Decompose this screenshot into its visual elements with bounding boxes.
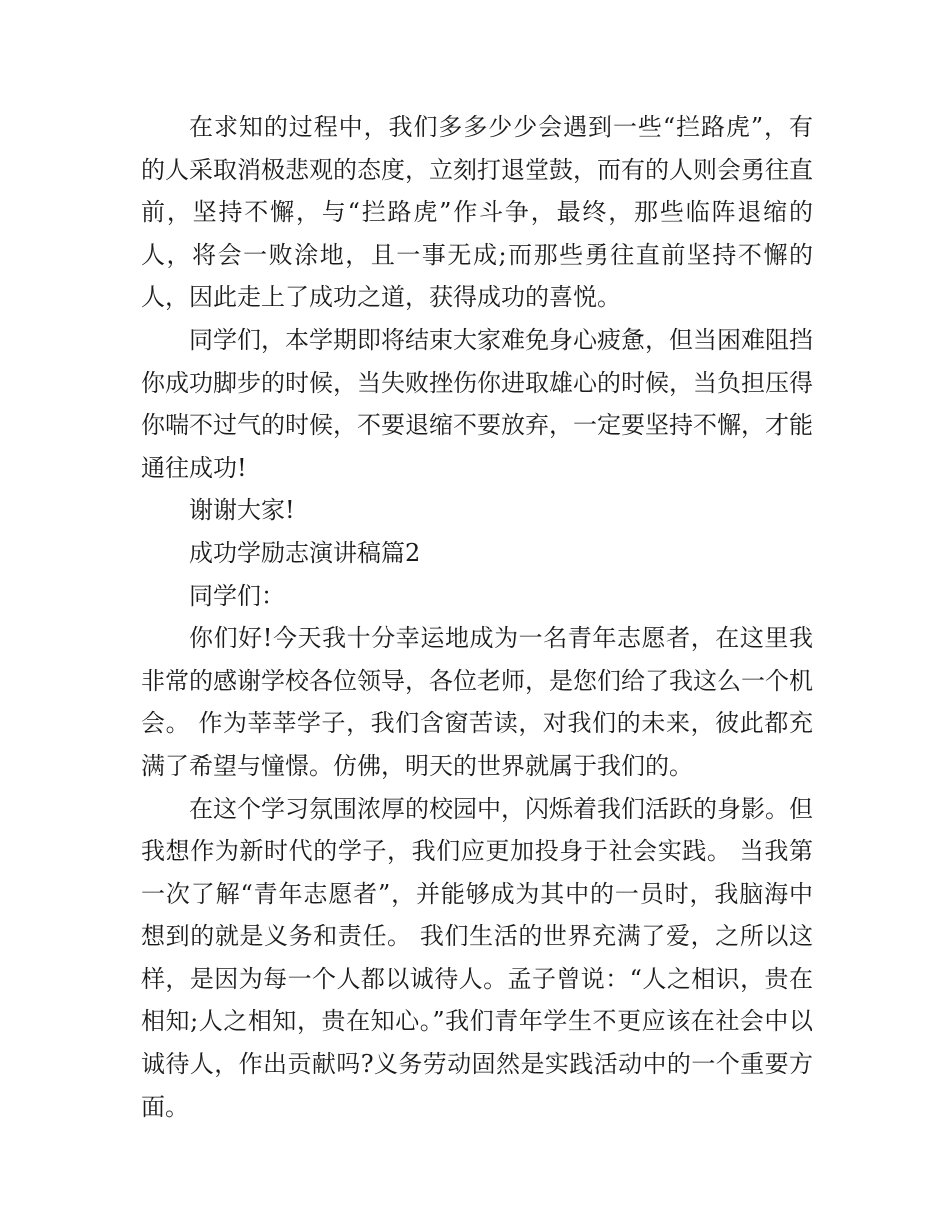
closing-line: 谢谢大家! xyxy=(189,496,295,525)
section-heading: 成功学励志演讲稿篇2 xyxy=(189,538,421,567)
paragraph: 在求知的过程中，我们多多少少会遇到一些“拦路虎”，有的人采取消极悲观的态度，立刻打退堂鼓，而有的人则会勇往直前，坚持不懈，与“拦路虎”作斗争，最终，那些临阵退缩的人，将会一败涂地，且一事无成;而那些勇往直前坚持不懈的人，因此走上了成功之道，获得成功的喜悦。 xyxy=(141,113,813,312)
paragraph: 同学们，本学期即将结束大家难免身心疲惫，但当困难阻挡你成功脚步的时候，当失败挫伤你进取雄心的时候，当负担压得你喘不过气的时候，不要退缩不要放弃，一定要坚持不懈，才能通往成功! xyxy=(141,325,813,482)
paragraph: 你们好!今天我十分幸运地成为一名青年志愿者，在这里我非常的感谢学校各位领导，各位老师，是您们给了我这么一个机会。 作为莘莘学子，我们含窗苦读，对我们的未来，彼此都充满了希望与憧憬。仿佛，明天的世界就属于我们的。 xyxy=(141,624,813,780)
document-body xyxy=(141,106,813,1128)
salutation: 同学们： xyxy=(189,581,285,610)
paragraph: 在这个学习氛围浓厚的校园中，闪烁着我们活跃的身影。但我想作为新时代的学子，我们应更加投身于社会实践。 当我第一次了解“青年志愿者”，并能够成为其中的一员时，我脑海中想到的就是义务和责任。 我们生活的世界充满了爱，之所以这样，是因为每一个人都以诚待人。孟子曾说：“人之相识，贵在相知;人之相知，贵在知心。”我们青年学生不更应该在社会中以诚待人，作出贡献吗?义务劳动固然是实践活动中的一个重要方面。 xyxy=(141,794,813,1121)
